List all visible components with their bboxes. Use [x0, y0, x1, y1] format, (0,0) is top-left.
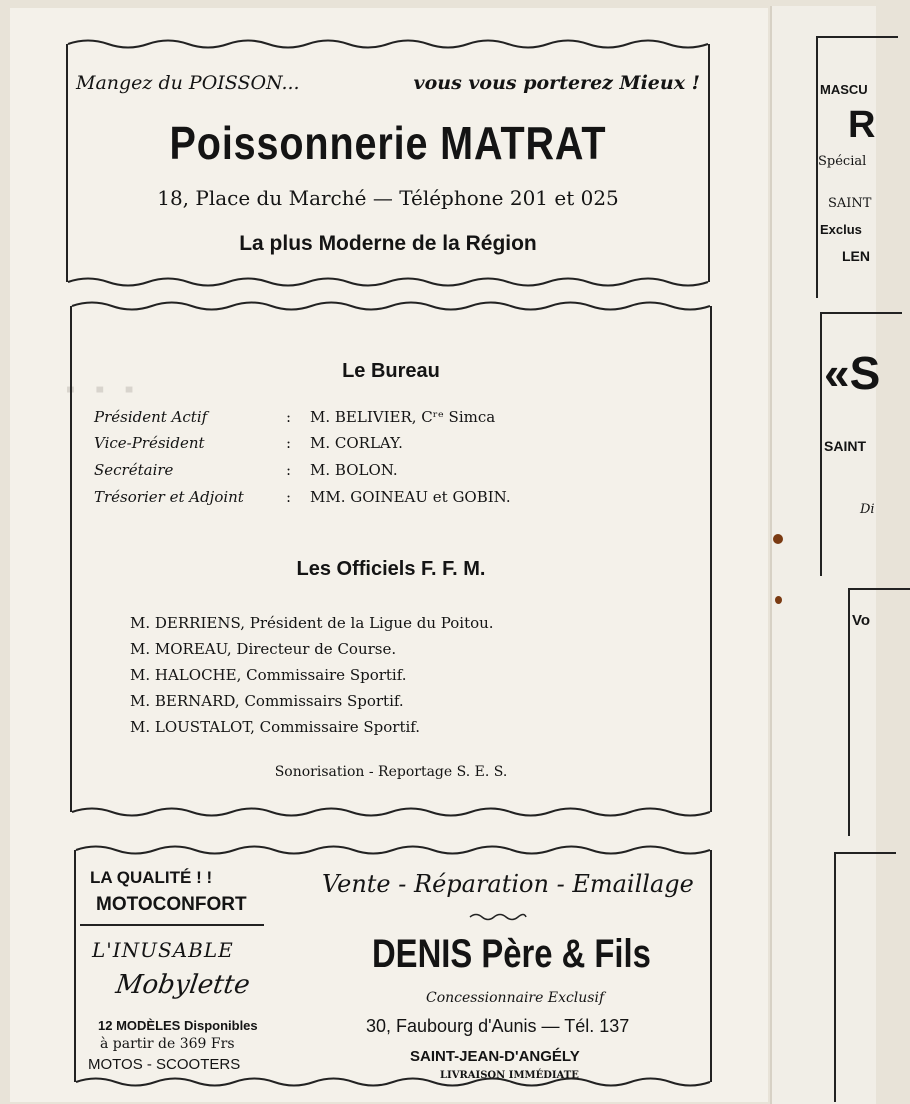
official-item: M. MOREAU, Directeur de Course.: [130, 640, 397, 658]
bureau-role: Président Actif: [94, 408, 208, 426]
modeles-label: 12 MODÈLES Disponibles: [98, 1018, 258, 1033]
prix-label: à partir de 369 Frs: [100, 1036, 235, 1052]
sonorisation-credit: Sonorisation - Reportage S. E. S.: [274, 764, 508, 780]
right-text-saint2: SAINT: [824, 438, 866, 454]
wavy-border-top: [68, 37, 708, 51]
bureau-sep: :: [286, 461, 292, 479]
bureau-sep: :: [286, 488, 292, 506]
official-item: M. HALOCHE, Commissaire Sportif.: [130, 666, 407, 684]
official-item: M. LOUSTALOT, Commissaire Sportif.: [130, 718, 421, 736]
mobylette-logo: Mobylette: [113, 970, 252, 1000]
shop-tagline: La plus Moderne de la Région: [239, 232, 537, 255]
bureau-role: Trésorier et Adjoint: [94, 488, 244, 506]
section-bureau-officiels: [70, 306, 712, 812]
bureau-sep: :: [286, 408, 292, 426]
officiels-title: Les Officiels F. F. M.: [296, 558, 486, 580]
ville-label: SAINT-JEAN-D'ANGÉLY: [410, 1048, 580, 1065]
right-text-len: LEN: [842, 248, 870, 264]
bureau-sep: :: [286, 434, 292, 452]
wavy-border-bottom: [68, 275, 708, 289]
paper-stain-2: [775, 596, 782, 604]
right-text-vo: Vo: [852, 612, 871, 629]
right-text-quote-s: «S: [824, 347, 881, 399]
motoconfort-label: MOTOCONFORT: [96, 894, 247, 915]
right-text-exclus: Exclus: [820, 222, 862, 237]
bureau-name: MM. GOINEAU et GOBIN.: [310, 488, 511, 506]
right-box-4: [834, 852, 896, 1102]
wavy-border-bottom: [72, 805, 710, 819]
flourish-divider: [468, 912, 528, 922]
livraison-label: LIVRAISON IMMÉDIATE: [440, 1070, 579, 1081]
vente-heading: Vente - Réparation - Emaillage: [322, 870, 694, 898]
paper-stain: [773, 534, 783, 544]
shop-address: 18, Place du Marché — Téléphone 201 et 025: [157, 186, 619, 210]
right-text-di: Di: [860, 502, 875, 517]
right-text-special: Spécial: [818, 154, 867, 169]
ad-poissonnerie: [66, 44, 710, 282]
slogan-right: vous vous porterez Mieux !: [413, 72, 700, 94]
wavy-border-top: [76, 843, 710, 857]
qualite-label: LA QUALITÉ ! !: [90, 868, 213, 887]
ad-denis: [74, 850, 712, 1082]
divider-line: [80, 924, 264, 926]
right-text-masc: MASCU: [820, 82, 868, 97]
shop-name: Poissonnerie MATRAT: [169, 117, 607, 169]
bureau-name: M. CORLAY.: [310, 434, 403, 452]
wavy-border-top: [72, 299, 710, 313]
denis-address: 30, Faubourg d'Aunis — Tél. 137: [366, 1016, 630, 1036]
denis-name: DENIS Père & Fils: [372, 932, 651, 976]
right-text-big-r: R: [848, 104, 876, 146]
bleed-through: · · ·: [63, 368, 139, 412]
slogan-left: Mangez du POISSON...: [76, 72, 300, 94]
wavy-border-bottom: [76, 1075, 710, 1089]
program-page: [10, 8, 768, 1102]
concessionnaire-label: Concessionnaire Exclusif: [426, 990, 605, 1006]
right-text-saint1: SAINT: [828, 196, 872, 211]
bureau-title: Le Bureau: [342, 360, 440, 382]
bureau-role: Secrétaire: [94, 461, 174, 479]
adjacent-page: [770, 6, 881, 1104]
bureau-role: Vice-Président: [94, 434, 205, 452]
bureau-name: M. BELIVIER, Cʳᵉ Simca: [310, 408, 496, 426]
bureau-name: M. BOLON.: [310, 461, 398, 479]
inusable-label: L'INUSABLE: [92, 938, 234, 962]
official-item: M. DERRIENS, Président de la Ligue du Poitou.: [130, 614, 494, 632]
motos-label: MOTOS - SCOOTERS: [88, 1056, 241, 1073]
official-item: M. BERNARD, Commissairs Sportif.: [130, 692, 404, 710]
